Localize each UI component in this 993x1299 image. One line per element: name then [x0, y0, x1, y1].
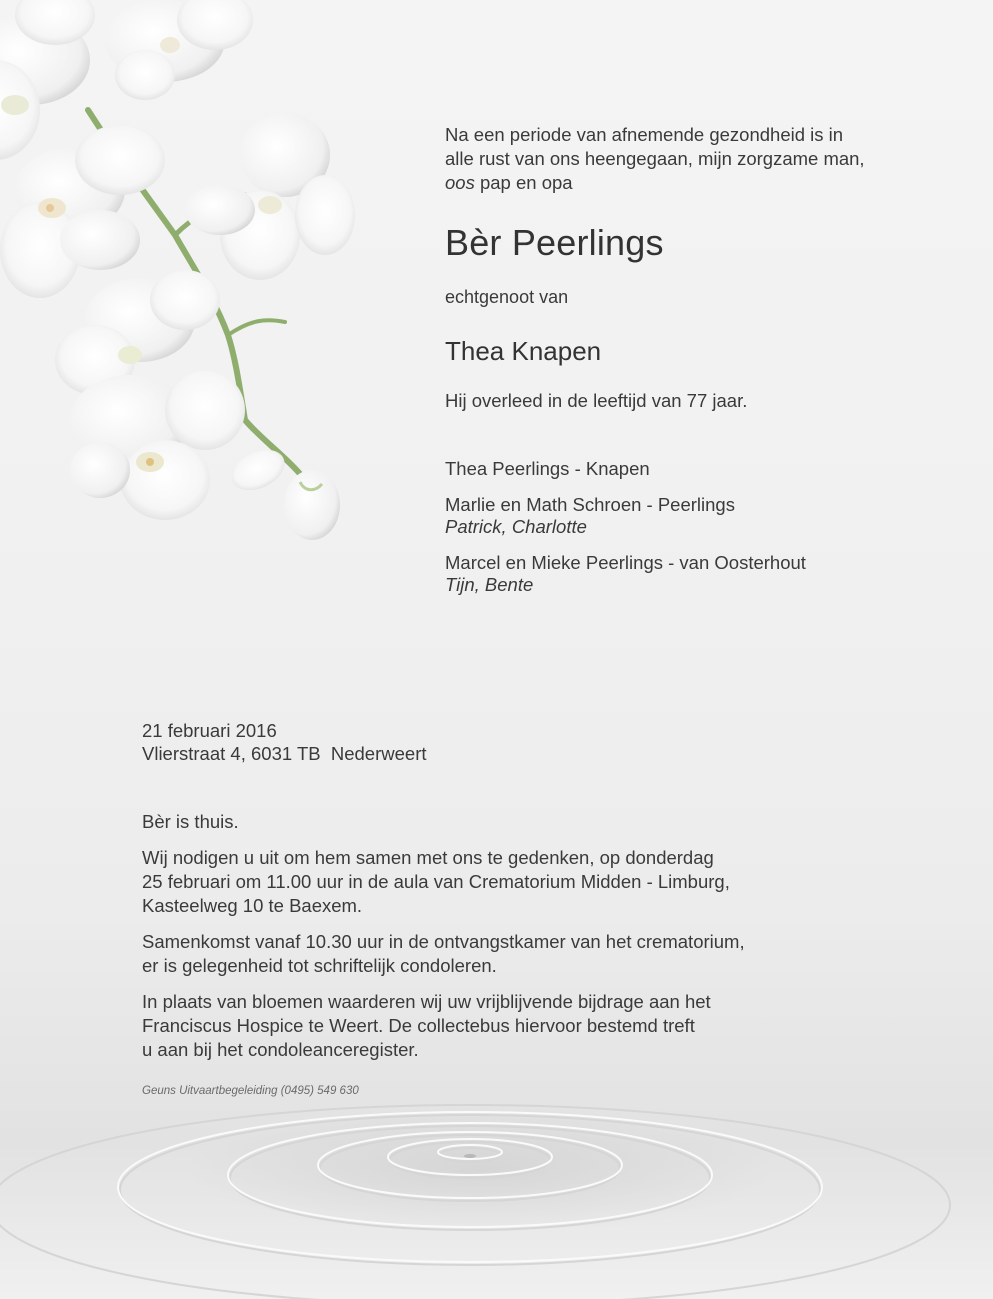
family-names: Marlie en Math Schroen - Peerlings [445, 494, 735, 515]
address: Vlierstraat 4, 6031 TB Nederweert [142, 743, 427, 764]
paragraph-thuis: Bèr is thuis. [142, 811, 239, 832]
intro-italic-word: oos [445, 172, 475, 193]
family-grandchildren: Patrick, Charlotte [445, 516, 587, 537]
intro-line-1: Na een periode van afnemende gezondheid is in [445, 124, 844, 145]
family-grandchildren: Tijn, Bente [445, 574, 534, 595]
paragraph-gathering [142, 930, 842, 978]
family-list [445, 458, 925, 610]
water-ripples-image [0, 1080, 993, 1299]
donation-line-2: Franciscus Hospice te Weert. De collectebus hiervoor bestemd treft [142, 1015, 695, 1036]
intro-line-3-rest: pap en opa [474, 172, 573, 193]
funeral-director-credit: Geuns Uitvaartbegeleiding (0495) 549 630 [142, 1085, 359, 1097]
orchid-image [0, 0, 370, 560]
announcement-body [142, 810, 842, 1074]
donation-line-1: In plaats van bloemen waarderen wij uw vrijblijvende bijdrage aan het [142, 991, 711, 1012]
intro-line-3 [445, 171, 915, 195]
paragraph-donation [142, 990, 842, 1062]
date: 21 februari 2016 [142, 720, 277, 741]
donation-line-3: u aan bij het condoleanceregister. [142, 1039, 419, 1060]
spouse-name: Thea Knapen [445, 336, 602, 366]
invitation-line-3: Kasteelweg 10 te Baexem. [142, 895, 363, 916]
spouse-label: echtgenoot van [445, 287, 569, 307]
intro-line-2: alle rust van ons heengegaan, mijn zorgzame man, [445, 148, 865, 169]
age-statement: Hij overleed in de leeftijd van 77 jaar. [445, 390, 748, 411]
family-names: Marcel en Mieke Peerlings - van Oosterhout [445, 552, 806, 573]
intro-text [445, 123, 915, 195]
invitation-line-1: Wij nodigen u uit om hem samen met ons te gedenken, op donderdag [142, 847, 714, 868]
family-names: Thea Peerlings - Knapen [445, 458, 650, 479]
paragraph-invitation [142, 846, 842, 918]
deceased-name: Bèr Peerlings [445, 222, 664, 263]
family-entry [445, 458, 925, 480]
gathering-line-2: er is gelegenheid tot schriftelijk condoleren. [142, 955, 497, 976]
family-entry [445, 494, 925, 538]
date-address-block [142, 719, 427, 765]
invitation-line-2: 25 februari om 11.00 uur in de aula van Crematorium Midden - Limburg, [142, 871, 730, 892]
gathering-line-1: Samenkomst vanaf 10.30 uur in de ontvangstkamer van het crematorium, [142, 931, 745, 952]
family-entry [445, 552, 925, 596]
